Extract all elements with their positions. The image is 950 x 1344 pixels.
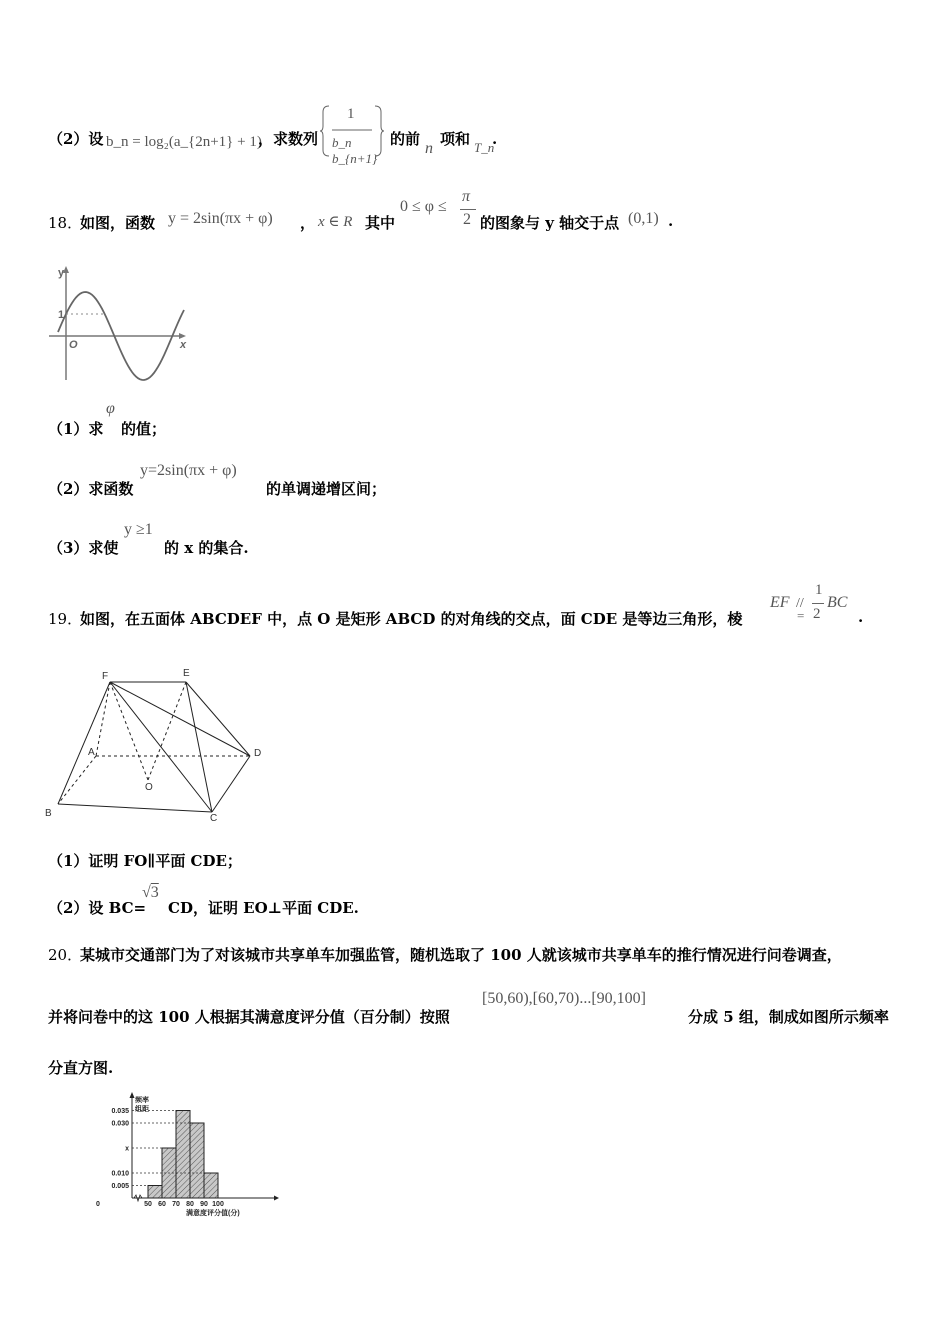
q17-of-first-text: 的前 [390, 130, 421, 148]
q18-comma-text: ， [300, 214, 316, 232]
q19-intro-text: 如图，在五面体 ABCDEF 中，点 O 是矩形 ABCD 的对角线的交点，面 CDE 是等边三角形，棱 [80, 610, 743, 628]
q19-number-text: 19． [48, 610, 83, 628]
q20-line3-text: 分直方图. [48, 1059, 114, 1077]
hist-x-tick-label: 70 [172, 1201, 180, 1208]
q17-of-first [390, 128, 420, 149]
q18-p3 [48, 537, 118, 558]
q19-pentahedron-figure [40, 664, 270, 824]
hist-y-tick-label: 0.005 [111, 1183, 129, 1190]
q19-p2-tail [168, 897, 359, 918]
q18-y-label: y [58, 267, 65, 279]
q19-p2-prefix: （2）设 BC= [48, 899, 147, 917]
q18-range-left [400, 198, 447, 216]
q18-frac-bar [460, 209, 476, 210]
q18-pi-over-2 [460, 188, 476, 232]
q18-point [628, 210, 659, 228]
hist-x-arrow [274, 1196, 279, 1201]
q18-func [168, 210, 273, 228]
q18-p1-phi-text: φ [106, 400, 115, 417]
hist-y-label-top: 频率 [135, 1097, 149, 1104]
q18-intro-text: 如图，函数 [80, 214, 156, 232]
q19-hidden-AB [58, 756, 96, 804]
q18-p3-tail [164, 537, 249, 558]
hist-x-tick-label: 0 [96, 1201, 100, 1208]
hist-y-tick-label: x [125, 1145, 129, 1153]
hist-x-tick-label: 90 [200, 1201, 208, 1208]
hist-x-tick-label: 80 [186, 1201, 194, 1208]
q17-part2-mid-text: ，求数列 [258, 130, 319, 148]
q18-number-text: 18． [48, 214, 83, 232]
q19-edge-EC [186, 682, 212, 812]
q19-label-O: O [145, 782, 153, 793]
q18-tail-text: 的图象与 y 轴交于点 [480, 214, 620, 232]
q18-p2-tail-text: 的单调递增区间； [266, 480, 387, 498]
hist-x-tick-label: 100 [212, 1201, 224, 1208]
q17-n [425, 140, 433, 158]
q17-part2 [48, 128, 103, 149]
q17-end-text: . [492, 130, 498, 148]
q17-end [492, 130, 497, 148]
q19-edge-CD [212, 756, 250, 812]
q18-p1-phi [106, 400, 115, 418]
q20-histogram [96, 1090, 296, 1220]
hist-bar-[90,100] [204, 1173, 218, 1198]
q18-tail [480, 212, 619, 233]
q20-line1-text: 某城市交通部门为了对该城市共享单车加强监管，随机选取了 100 人就该城市共享单车的推行情况进行问卷调查， [80, 946, 842, 964]
q18-sine-graph [44, 262, 194, 387]
hist-bar-[80,90) [190, 1123, 204, 1198]
q18-p2 [48, 478, 133, 499]
q19-hidden-FA [96, 682, 110, 756]
q20-number-text: 20． [48, 946, 83, 964]
q20-intervals-text: [50,60),[60,70)...[90,100] [482, 990, 646, 1007]
q18-where-text: 其中 [365, 214, 396, 232]
q19-label-E: E [183, 668, 190, 679]
q18-p1-tail [121, 418, 166, 439]
q19-edge-FB [58, 682, 110, 804]
q20-number [48, 944, 82, 965]
q19-sqrt3: √3 [142, 884, 159, 901]
q20-line3 [48, 1057, 113, 1078]
q19-sqrt3-value: 3 [150, 884, 159, 901]
q18-p1-text: （1）求 [48, 420, 104, 438]
q18-range-pi: π [462, 188, 471, 205]
q19-label-F: F [102, 671, 109, 682]
q18-p2-func-text: y=2sin(πx + φ) [140, 462, 237, 479]
q17-part2-prefix: （2）设 [48, 130, 104, 148]
q19-label-A: A [88, 747, 95, 758]
q19-end [858, 608, 863, 626]
q19-edge-FC [110, 682, 212, 812]
q18-intro [80, 212, 155, 233]
hist-y-tick-label: 0.030 [111, 1120, 129, 1128]
q18-range-2: 2 [463, 211, 471, 228]
q19-half-bar [812, 603, 824, 604]
q18-x-label: x [180, 339, 187, 351]
q17-sequence-fraction [320, 102, 384, 166]
hist-bar-[50,60) [148, 1186, 162, 1199]
q17-bn-formula [106, 134, 262, 151]
q19-end-text: . [858, 608, 864, 626]
q18-one-label: 1 [58, 309, 65, 321]
hist-x-tick-label: 50 [144, 1201, 152, 1208]
hist-x-label: 满意度评分值(分) [186, 1210, 240, 1217]
q18-domain-text: x ∈ R [318, 214, 353, 230]
q18-p3-ineq-text: y ≥1 [124, 521, 153, 538]
q19-edge-BC [58, 804, 212, 812]
q17-sum-label-text: 项和 [440, 130, 471, 148]
q18-p2-func [140, 462, 237, 480]
q18-comma [300, 212, 315, 233]
q19-label-C: C [210, 813, 218, 824]
q19-p1 [48, 850, 242, 871]
q17-bn-formula-text: b_n = log₂(a_{2n+1} + 1) [106, 134, 262, 150]
q17-Tn-text: T_n [474, 140, 495, 155]
q19-hidden-FO [110, 682, 148, 780]
q18-p3-text: （3）求使 [48, 539, 119, 557]
q17-n-text: n [425, 140, 433, 157]
q19-p2-tail-text: CD，证明 EO⊥平面 CDE. [168, 899, 359, 917]
q20-line2-suffix [688, 1006, 889, 1027]
hist-y-label-bottom: 组距 [135, 1106, 149, 1113]
q19-hidden-EO [148, 682, 186, 780]
q18-point-text: (0,1) [628, 210, 659, 227]
q18-end-dot: . [668, 212, 674, 230]
q19-eq-symbol: = [797, 608, 805, 623]
q20-line2-prefix [48, 1006, 450, 1027]
q19-number [48, 608, 82, 629]
q18-p2-tail [266, 478, 386, 499]
hist-y-tick-label: 0.035 [111, 1108, 129, 1115]
q18-p1-tail-text: 的值； [121, 420, 167, 438]
q18-where [365, 212, 395, 233]
q18-p3-tail-text: 的 x 的集合. [164, 539, 249, 557]
q18-func-text: y = 2sin(πx + φ) [168, 210, 273, 227]
q20-line2-suffix-text: 分成 5 组，制成如图所示频率 [688, 1008, 889, 1026]
q19-edge-ED [186, 682, 250, 756]
hist-y-tick-label: 0.010 [111, 1170, 129, 1178]
hist-bar-[70,80) [176, 1111, 190, 1199]
q19-label-D: D [254, 748, 262, 759]
q19-p1-text: （1）证明 FO∥平面 CDE； [48, 852, 242, 870]
q18-range-left-text: 0 ≤ φ ≤ [400, 198, 447, 215]
q18-origin-label: O [69, 339, 78, 351]
q17-part2-mid [258, 128, 318, 149]
q17-fraction-num: 1 [347, 106, 355, 122]
q20-intervals [482, 990, 646, 1008]
q19-intro [80, 608, 742, 629]
q18-domain [318, 212, 352, 231]
q20-line1 [80, 944, 842, 965]
q18-number [48, 212, 82, 233]
q18-p1 [48, 418, 103, 439]
q19-parallel-eq-symbol: // [796, 596, 804, 611]
q18-p2-text: （2）求函数 [48, 480, 134, 498]
q19-ef-parallel-half-bc [770, 582, 860, 628]
hist-y-arrow [130, 1092, 135, 1098]
q19-half-den: 2 [813, 606, 821, 622]
q19-p2 [48, 897, 146, 918]
q19-half-num: 1 [815, 582, 823, 598]
q19-label-B: B [45, 808, 52, 819]
q18-p3-ineq [124, 521, 153, 539]
q19-ef: EF [770, 594, 790, 611]
q17-sum-label [440, 128, 470, 149]
q19-edge-FD [110, 682, 250, 756]
q19-bc: BC [827, 594, 848, 611]
hist-x-tick-label: 60 [158, 1201, 166, 1208]
q20-line2-prefix-text: 并将问卷中的这 100 人根据其满意度评分值（百分制）按照 [48, 1008, 450, 1026]
q17-fraction-den: b_n b_{n+1} [332, 135, 378, 166]
